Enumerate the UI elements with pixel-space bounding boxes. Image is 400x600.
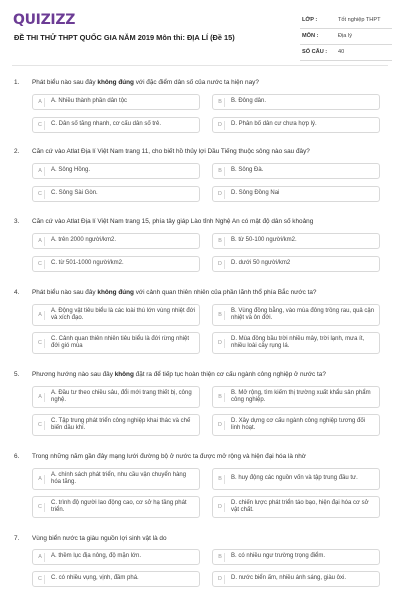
question-text: Phương hướng nào sau đây không đặt ra để tiếp tục hoàn thiện cơ cấu ngành công nghiệp ở nước ta? bbox=[32, 371, 326, 378]
option-text: B. có nhiều ngư trường trọng điểm. bbox=[231, 553, 326, 560]
option-letter: D bbox=[216, 260, 225, 269]
option-text: D. Sông Đồng Nai bbox=[231, 190, 280, 197]
option-letter: A bbox=[36, 311, 45, 320]
question-text: Căn cứ vào Atlat Địa lí Việt Nam trang 11, cho biết hồ thủy lợi Dầu Tiếng thuộc sông nào sau đây? bbox=[32, 148, 310, 155]
question-emphasis: không đúng bbox=[97, 79, 134, 86]
option-c[interactable] bbox=[32, 496, 200, 518]
option-text: D. Phân bố dân cư chưa hợp lý. bbox=[231, 121, 317, 128]
quizizz-logo: QUIZIZZ bbox=[13, 12, 76, 28]
question-emphasis: không đúng bbox=[97, 289, 134, 296]
exam-title: ĐỀ THI THỬ THPT QUỐC GIA NĂM 2019 Môn thi: ĐỊA LÍ (Đề 15) bbox=[14, 33, 235, 42]
meta-key: MÔN : bbox=[302, 33, 319, 39]
question-number: 2. bbox=[14, 148, 20, 155]
option-letter: D bbox=[216, 503, 225, 512]
option-a[interactable] bbox=[32, 549, 200, 565]
question-text: Trong những năm gần đây mạng lưới đường bộ ở nước ta được mở rộng và hiện đại hóa là nhờ bbox=[32, 453, 306, 460]
option-b[interactable] bbox=[212, 163, 380, 179]
option-c[interactable] bbox=[32, 332, 200, 354]
option-text: A. Sông Hồng. bbox=[51, 167, 91, 174]
option-letter: A bbox=[36, 237, 45, 246]
question-emphasis: không bbox=[114, 371, 134, 378]
option-letter: C bbox=[36, 260, 45, 269]
question-text: Phát biểu nào sau đây không đúng với cảnh quan thiên nhiên của phần lãnh thổ phía Bắc nước ta? bbox=[32, 289, 317, 296]
option-letter: D bbox=[216, 190, 225, 199]
option-letter: B bbox=[216, 98, 225, 107]
option-letter: D bbox=[216, 339, 225, 348]
option-b[interactable] bbox=[212, 94, 380, 110]
option-a[interactable] bbox=[32, 233, 200, 249]
option-text: D. chiến lược phát triển táo bạo, hiện đại hóa cơ sở vật chất. bbox=[231, 499, 369, 513]
option-text: A. Nhiều thành phần dân tộc bbox=[51, 98, 128, 105]
option-a[interactable] bbox=[32, 163, 200, 179]
option-letter: B bbox=[216, 167, 225, 176]
meta-value: 40 bbox=[338, 49, 345, 55]
question-number: 6. bbox=[14, 453, 20, 460]
exam-meta-table bbox=[300, 13, 392, 61]
option-letter: C bbox=[36, 339, 45, 348]
option-letter: A bbox=[36, 393, 45, 402]
question-number: 3. bbox=[14, 218, 20, 225]
option-text: A. chính sách phát triển, nhu cầu vận chuyển hàng hóa tăng. bbox=[51, 471, 187, 485]
question-number: 5. bbox=[14, 371, 20, 378]
option-text: B. Mở rộng, tìm kiếm thị trường xuất khẩu sản phẩm công nghiệp. bbox=[231, 389, 371, 403]
option-text: D. nước biển ấm, nhiều ánh sáng, giàu ôxi. bbox=[231, 575, 347, 582]
option-letter: C bbox=[36, 575, 45, 584]
option-letter: C bbox=[36, 421, 45, 430]
option-text: D. dưới 50 người/km2 bbox=[231, 260, 291, 267]
worksheet-header bbox=[0, 0, 400, 66]
option-letter: B bbox=[216, 475, 225, 484]
option-letter: B bbox=[216, 237, 225, 246]
option-d[interactable] bbox=[212, 414, 380, 436]
option-text: C. Dân số tăng nhanh, cơ cấu dân số trẻ. bbox=[51, 121, 162, 128]
question-number: 1. bbox=[14, 79, 20, 86]
option-c[interactable] bbox=[32, 256, 200, 272]
option-d[interactable] bbox=[212, 256, 380, 272]
option-text: A. thềm lục địa nông, độ mặn lớn. bbox=[51, 553, 141, 560]
option-text: B. Sông Đà. bbox=[231, 167, 264, 174]
option-letter: C bbox=[36, 190, 45, 199]
meta-value: Tốt nghiệp THPT bbox=[338, 17, 381, 23]
option-a[interactable] bbox=[32, 304, 200, 326]
meta-key: SỐ CÂU : bbox=[302, 49, 328, 55]
meta-row-question-count bbox=[300, 45, 392, 61]
option-letter: A bbox=[36, 167, 45, 176]
option-c[interactable] bbox=[32, 186, 200, 202]
option-letter: D bbox=[216, 575, 225, 584]
option-b[interactable] bbox=[212, 386, 380, 408]
meta-row-class bbox=[300, 13, 392, 29]
option-text: C. trình độ người lao động cao, cơ sở hạ tầng phát triển. bbox=[51, 499, 187, 513]
option-text: D. Mùa đông bầu trời nhiều mây, trời lạnh, mưa ít, nhiều loài cây rụng lá. bbox=[231, 335, 365, 349]
option-d[interactable] bbox=[212, 117, 380, 133]
meta-value: Địa lý bbox=[338, 33, 352, 39]
question-text: Phát biểu nào sau đây không đúng với đặc điểm dân số của nước ta hiện nay? bbox=[32, 79, 259, 86]
option-d[interactable] bbox=[212, 332, 380, 354]
option-b[interactable] bbox=[212, 304, 380, 326]
option-letter: D bbox=[216, 121, 225, 130]
question-number: 7. bbox=[14, 535, 20, 542]
option-letter: B bbox=[216, 553, 225, 562]
option-b[interactable] bbox=[212, 468, 380, 490]
option-c[interactable] bbox=[32, 414, 200, 436]
option-letter: A bbox=[36, 475, 45, 484]
option-c[interactable] bbox=[32, 571, 200, 587]
option-d[interactable] bbox=[212, 496, 380, 518]
option-d[interactable] bbox=[212, 571, 380, 587]
option-letter: C bbox=[36, 121, 45, 130]
option-a[interactable] bbox=[32, 468, 200, 490]
meta-row-subject bbox=[300, 29, 392, 45]
option-text: B. từ 50-100 người/km2. bbox=[231, 237, 297, 244]
option-text: A. Động vật tiêu biểu là các loài thú lớn vùng nhiệt đới và xích đạo. bbox=[51, 307, 195, 321]
option-b[interactable] bbox=[212, 549, 380, 565]
question-text: Vùng biển nước ta giàu nguồn lợi sinh vật là do bbox=[32, 535, 167, 542]
option-letter: B bbox=[216, 393, 225, 402]
question-number: 4. bbox=[14, 289, 20, 296]
option-text: B. Vùng đồng bằng, vào mùa đông trồng rau, quả cận nhiệt và ôn đới. bbox=[231, 307, 375, 321]
option-a[interactable] bbox=[32, 386, 200, 408]
option-text: A. trên 2000 người/km2. bbox=[51, 237, 116, 244]
option-text: C. từ 501-1000 người/km2. bbox=[51, 260, 124, 267]
option-text: C. Cảnh quan thiên nhiên tiêu biểu là đới rừng nhiệt đới gió mùa bbox=[51, 335, 190, 349]
option-letter: B bbox=[216, 311, 225, 320]
option-text: D. Xây dựng cơ cấu ngành công nghiệp tương đối linh hoạt. bbox=[231, 417, 365, 431]
option-text: C. có nhiều vụng, vịnh, đầm phá. bbox=[51, 575, 139, 582]
option-letter: A bbox=[36, 98, 45, 107]
option-letter: D bbox=[216, 421, 225, 430]
option-text: B. Đông dân. bbox=[231, 98, 267, 105]
header-divider bbox=[12, 65, 388, 66]
option-text: C. Sông Sài Gòn. bbox=[51, 190, 98, 197]
option-c[interactable] bbox=[32, 117, 200, 133]
option-text: B. huy động các nguồn vốn và tập trung đầu tư. bbox=[231, 475, 358, 482]
option-text: A. Đầu tư theo chiều sâu, đổi mới trang thiết bị, công nghệ. bbox=[51, 389, 192, 403]
option-letter: C bbox=[36, 503, 45, 512]
option-b[interactable] bbox=[212, 233, 380, 249]
option-d[interactable] bbox=[212, 186, 380, 202]
meta-key: LỚP : bbox=[302, 17, 318, 23]
option-text: C. Tập trung phát triển công nghiệp khai thác và chế biến dầu khí. bbox=[51, 417, 191, 431]
option-letter: A bbox=[36, 553, 45, 562]
question-text: Căn cứ vào Atlat Địa lí Việt Nam trang 15, phía tây giáp Lào tỉnh Nghệ An có mật độ dân số khoảng bbox=[32, 218, 314, 225]
option-a[interactable] bbox=[32, 94, 200, 110]
